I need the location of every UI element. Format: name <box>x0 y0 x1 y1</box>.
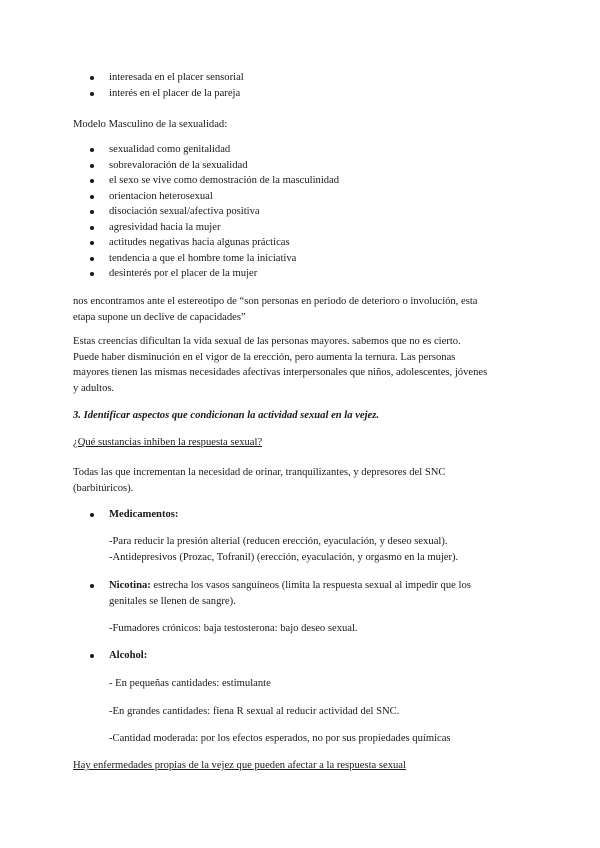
paragraph-line: etapa supone un declive de capacidades” <box>73 311 246 323</box>
list-item <box>73 189 525 205</box>
paragraph-line: -Para reducir la presión alterial (reducen erección, eyaculación, y deseo sexual). <box>109 536 448 547</box>
list-item-text: agresividad hacia la mujer <box>109 221 221 233</box>
question-heading: ¿Qué sustancias inhiben la respuesta sexual? <box>73 437 263 448</box>
list-item-text: el sexo se vive como demostración de la masculinidad <box>109 175 340 186</box>
list-item <box>73 251 525 267</box>
top-bullet-list <box>73 70 525 101</box>
list-item <box>73 235 525 251</box>
paragraph-line: -Antidepresivos (Prozac, Tofranil) (erección, eyaculación, y orgasmo en la mujer). <box>109 551 459 563</box>
alcohol-line: -Cantidad moderada: por los efectos esperados, no por sus propiedades químicas <box>109 733 451 744</box>
list-item-text: interés en el placer de la pareja <box>109 87 241 99</box>
paragraph-line: Todas las que incrementan la necesidad de orinar, tranquilizantes, y depresores del SNC <box>73 467 446 478</box>
bullet-icon <box>90 513 94 517</box>
nicotina-paragraph <box>109 578 529 609</box>
nicotina-text: estrecha los vasos sanguíneos (limita la respuesta sexual al impedir que los <box>150 580 471 591</box>
alcohol-label: Alcohol: <box>109 650 148 661</box>
medicamentos-details <box>109 534 529 565</box>
list-item-text: sexualidad como genitalidad <box>109 144 231 155</box>
bullet-icon <box>90 584 94 588</box>
list-item-text: orientacion heterosexual <box>109 190 213 202</box>
list-item <box>73 204 525 220</box>
section-heading: 3. Identificar aspectos que condicionan la actividad sexual en la vejez. <box>73 410 380 421</box>
paragraph-line <box>109 578 529 594</box>
list-item-text: disociación sexual/afectiva positiva <box>109 206 260 217</box>
list-item <box>73 142 525 158</box>
enfermedades-heading: Hay enfermedades propias de la vejez que pueden afectar a la respuesta sexual <box>73 760 406 771</box>
modelo-title: Modelo Masculino de la sexualidad: <box>73 119 228 130</box>
list-item <box>73 173 525 189</box>
paragraph-line: Puede haber disminución en el vigor de la erección, pero aumenta la ternura. Las personas <box>73 351 456 363</box>
list-item-text: interesada en el placer sensorial <box>109 72 244 83</box>
list-item-text: desinterés por el placer de la mujer <box>109 268 258 279</box>
list-item-text: sobrevaloración de la sexualidad <box>109 159 248 171</box>
modelo-bullet-list <box>73 142 525 282</box>
list-item <box>73 86 525 102</box>
alcohol-line: -En grandes cantidades: fiena R sexual al reducir actividad del SNC. <box>109 706 400 717</box>
list-item <box>73 266 525 282</box>
paragraph-line: genitales se llenen de sangre). <box>109 595 236 607</box>
estereotipo-paragraph <box>73 294 525 325</box>
todas-paragraph <box>73 465 525 496</box>
nicotina-label: Nicotina: <box>109 580 151 591</box>
nicotina-fumadores: -Fumadores crónicos: baja testosterona: bajo deseo sexual. <box>109 623 358 634</box>
paragraph-line: mayores tienen las mismas necesidades afectivas interpersonales que niños, adolescentes, jóvenes <box>73 367 488 378</box>
paragraph-line: (barbitúricos). <box>73 482 134 494</box>
alcohol-line: - En pequeñas cantidades: estimulante <box>109 678 271 689</box>
creencias-paragraph <box>73 334 525 396</box>
list-item <box>73 70 525 86</box>
paragraph-line: Estas creencias dificultan la vida sexual de las personas mayores. sabemos que no es cierto. <box>73 336 461 347</box>
list-item-text: actitudes negativas hacia algunas prácticas <box>109 237 290 248</box>
medicamentos-label: Medicamentos: <box>109 509 179 520</box>
list-item <box>73 158 525 174</box>
list-item <box>73 220 525 236</box>
bullet-icon <box>90 654 94 658</box>
paragraph-line: y adultos. <box>73 382 115 394</box>
paragraph-line: nos encontramos ante el estereotipo de “son personas en periodo de deterioro o involución, esta <box>73 296 478 307</box>
list-item-text: tendencia a que el hombre tome la iniciativa <box>109 252 297 264</box>
